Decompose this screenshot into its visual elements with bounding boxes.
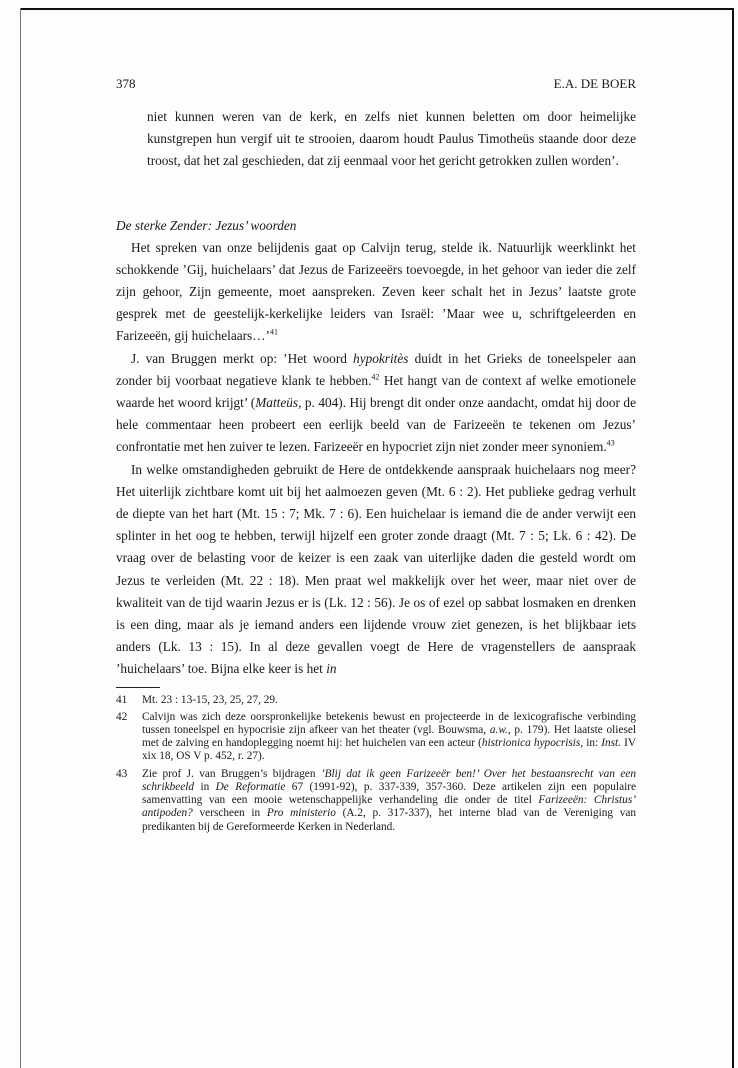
page-frame-top: [20, 8, 732, 10]
footnote-41: 41 Mt. 23 : 13-15, 23, 25, 27, 29.: [116, 693, 278, 706]
page-frame-left: [20, 8, 21, 1068]
page: [116, 76, 636, 838]
running-header: [116, 76, 636, 96]
running-head: E.A. DE BOER: [553, 76, 636, 91]
footnote-43: 43 Zie prof J. van Bruggen’s bijdragen ’Blij dat ik geen Farizeeër ben!’ Over het bestaansrecht van een schrikbeeld in De Reformatie 67 (1991-92), p. 337-339, 357-360. Deze artikelen zijn een populaire samenvatting van een mooie wetenschappelijke verhandeling die onder de titel Farizeeën: Christus’ antipoden? verscheen in Pro ministerio (A.2, p. 317-337), het interne blad van de Vereniging van predikanten bij de Gereformeerde Kerken in Nederland.: [116, 767, 637, 833]
footnote-42: 42 Calvijn was zich deze oorspronkelijke betekenis bewust en projecteerde in de lexicografische verbinding tussen toneelspel en hypocrisie zijn afkeer van het theater (vgl. Bouwsma, a.w., p. 179). Het laatste oliesel met de zalving en handoplegging noemt hij: het huichelen van een acteur (histrionica hypocrisis, in: Inst. IV xix 18, OS V p. 452, r. 27).: [116, 710, 637, 763]
page-number: 378: [116, 76, 136, 91]
section-heading: De sterke Zender: Jezus’ woorden: [116, 217, 297, 233]
paragraph-1: Het spreken van onze belijdenis gaat op Calvijn terug, stelde ik. Natuurlijk weerklinkt het schokkende ’Gij, huichelaars’ dat Jezus de Farizeeërs toevoegde, in het gehoor van ieder die zelf zijn gehoor, Zijn gemeente, moet aanspreken. Zeven keer schalt het in Jezus’ laatste grote gesprek met de geestelijk-kerkelijke leiders van Israël: ’Maar wee u, schriftgeleerden en Farizeeën, gij huichelaars…’$^{41}$: [116, 239, 636, 344]
page-frame-right: [732, 8, 734, 1068]
footnote-rule: [116, 687, 160, 688]
paragraph-2: J. van Bruggen merkt op: ’Het woord hypokritès duidt in het Grieks de toneelspeler aan zonder bij voorbaat negatieve klank te hebben.$^{42}$ Het hangt van de context af welke emotionele waarde het woord krijgt’ (Matteüs, p. 404). Hij brengt dit onder onze aandacht, omdat hij door de hele commentaar heen probeert een eerlijk beeld van de Farizeeën te tekenen om Jezus’ confrontatie met hen zuiver te lezen. Farizeeër en hypocriet zijn niet zonder meer synoniem.$^{43}$: [116, 350, 636, 455]
footnote-ref-42[interactable]: 42: [371, 372, 380, 382]
footnote-ref-41[interactable]: 41: [269, 328, 278, 337]
paragraph-3: In welke omstandigheden gebruikt de Here de ontdekkende aanspraak huichelaars nog meer? Het uiterlijk zichtbare komt uit bij het aalmoezen geven (Mt. 6 : 2). Het publieke gedrag verhult de diepte van het hart (Mt. 15 : 7; Mk. 7 : 6). Een huichelaar is iemand die de ander verwijt een splinter in het oog te hebben, terwijl hijzelf een groter zonde draagt (Mt. 7 : 5; Lk. 6 : 42). De vraag over de belasting voor de keizer is een zaak van uiterlijke daden die gesteld wordt om Jezus te verleiden (Mt. 22 : 18). Men praat wel makkelijk over het weer, maar niet over de kwaliteit van de tijd waarin Jezus er is (Lk. 12 : 56). Je os of ezel op sabbat losmaken en drenken is een ding, maar als je iemand anders een lijdende vrouw ziet genezen, is het blijkbaar iets anders (Lk. 13 : 15). In al deze gevallen voegt de Here de vragenstellers de aanspraak ’huichelaars’ toe. Bijna elke keer is het in: [116, 461, 636, 677]
quote-block: niet kunnen weren van de kerk, en zelfs niet kunnen beletten om door heimelijke kunstgrepen hun vergif uit te strooien, daarom houdt Paulus Timotheüs staande door deze troost, dat het zal geschieden, dat zij eenmaal voor het gericht getrokken zullen worden’.: [147, 109, 636, 169]
footnote-ref-43[interactable]: 43: [606, 439, 615, 449]
